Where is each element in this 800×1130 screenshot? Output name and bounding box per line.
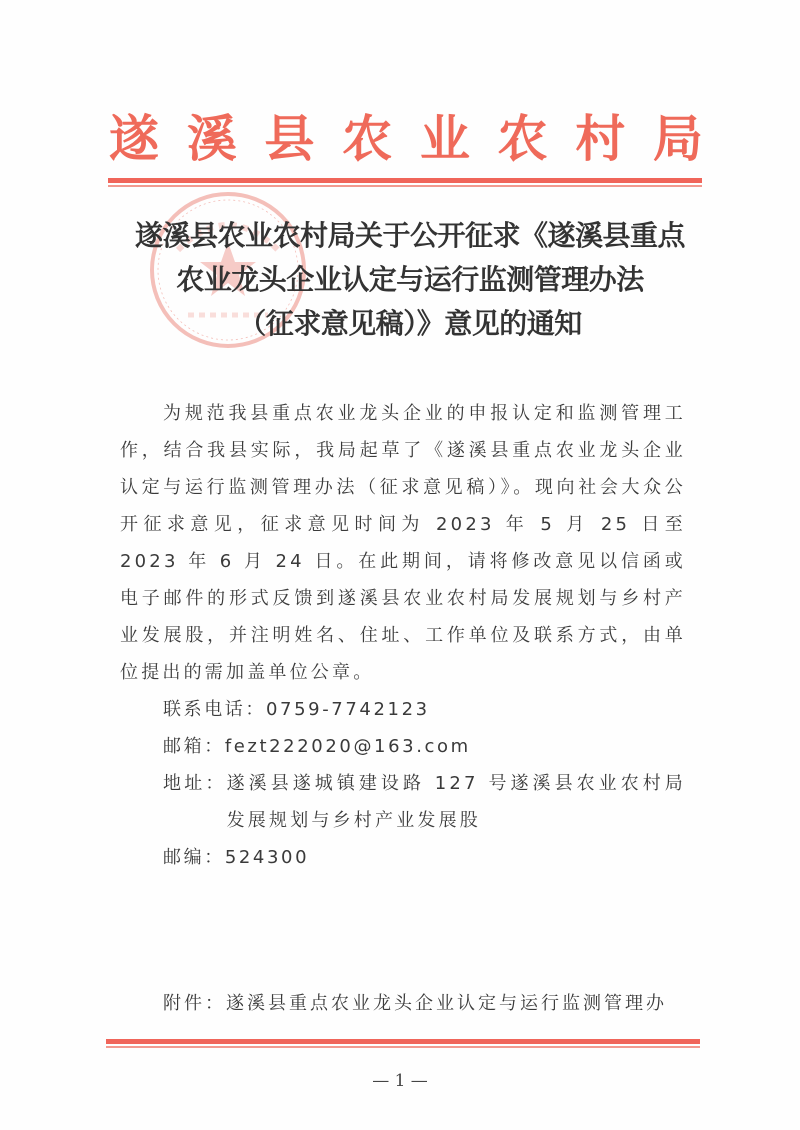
title-line: 遂溪县农业农村局关于公开征求《遂溪县重点	[134, 219, 685, 252]
letterhead-char: 农	[497, 109, 548, 168]
email-label: 邮箱：	[163, 736, 225, 757]
contact-email	[120, 728, 686, 765]
letterhead-red-rule	[108, 178, 702, 187]
attachment-title: 遂溪县重点农业龙头企业认定与运行监测管理办	[226, 993, 667, 1014]
page-number: — 1 —	[372, 1071, 428, 1091]
email-value: fezt222020@163.com	[224, 736, 471, 757]
letterhead-char: 村	[575, 109, 626, 168]
title-line: 农业龙头企业认定与运行监测管理办法	[176, 263, 644, 296]
phone-label: 联系电话：	[163, 699, 266, 720]
contact-address	[120, 765, 686, 839]
attachment-label: 附件：	[163, 993, 226, 1014]
title-line: （征求意见稿）》意见的通知	[238, 307, 582, 340]
letterhead-char: 农	[342, 109, 393, 168]
body-paragraph: 为规范我县重点农业龙头企业的申报认定和监测管理工作，结合我县实际，我局起草了《遂溪县重点农业龙头企业认定与运行监测管理办法（征求意见稿）》。现向社会大众公开征求意见，征求意见时间为 2023 年 5 月 25 日至 2023 年 6 月 24 日。在此期间，请将修改意见以信函或电子邮件的形式反馈到遂溪县农业农村局发展规划与乡村产业发展股，并注明姓名、住址、工作单位及联系方式，由单位提出的需加盖单位公章。	[120, 403, 686, 683]
address-label: 地址：	[163, 773, 227, 794]
postcode-value: 524300	[224, 847, 310, 868]
footer-red-rule	[106, 1039, 700, 1048]
postcode-label: 邮编：	[163, 847, 225, 868]
contact-phone	[120, 691, 686, 728]
attachment-line	[163, 985, 703, 1022]
letterhead-org-name	[106, 106, 706, 172]
document-body	[120, 395, 686, 876]
letterhead-char: 局	[652, 109, 703, 168]
phone-value: 0759-7742123	[266, 699, 430, 720]
letterhead-char: 遂	[109, 109, 159, 168]
letterhead-char: 业	[419, 109, 470, 168]
letterhead-char: 县	[264, 109, 315, 168]
contact-postcode	[120, 839, 686, 876]
document-title	[100, 214, 720, 346]
address-value: 遂溪县遂城镇建设路 127 号遂溪县农业农村局发展规划与乡村产业发展股	[226, 773, 686, 831]
letterhead-char: 溪	[186, 109, 237, 168]
